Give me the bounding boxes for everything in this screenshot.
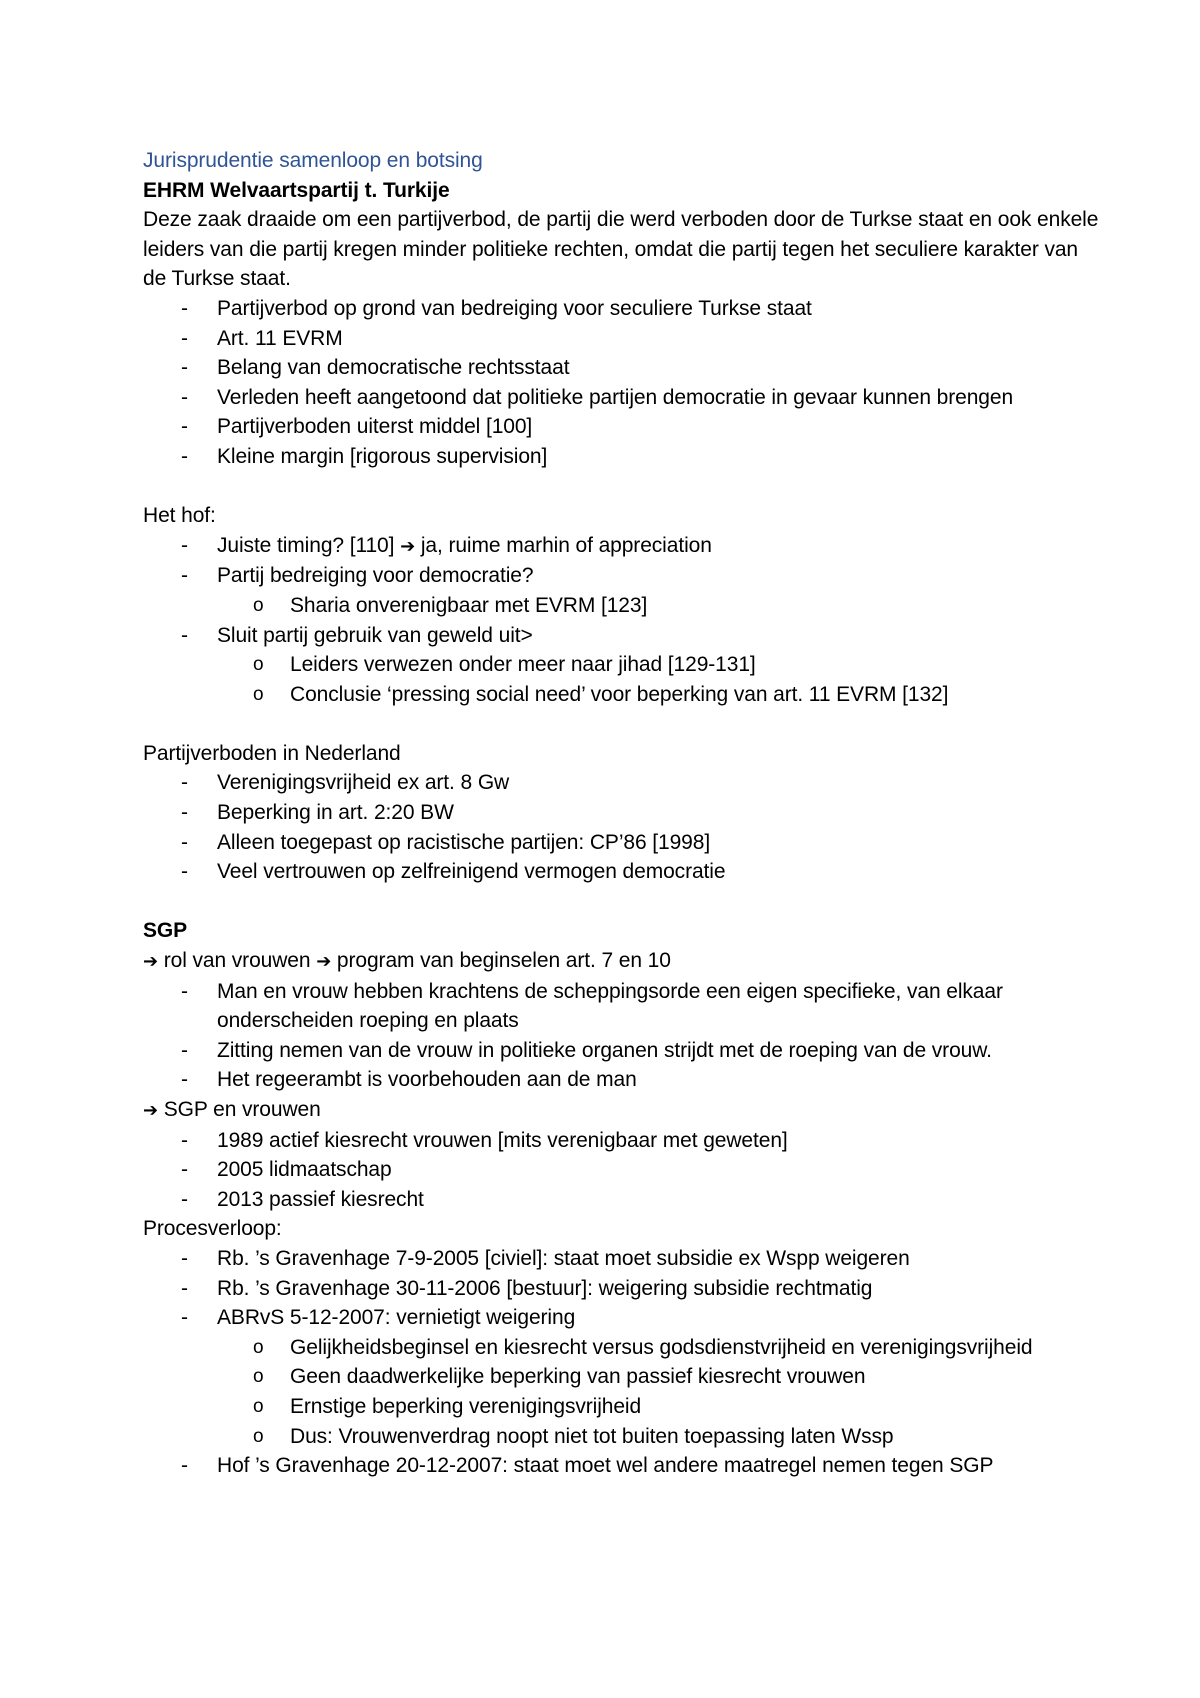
women-list (143, 1126, 1103, 1215)
list-item: - Juiste timing? [110] ➔ ja, ruime marhin of appreciation (143, 531, 1103, 562)
section-label: Partijverboden in Nederland (143, 741, 401, 765)
dash-marker: - (181, 356, 188, 380)
document-page (143, 146, 1103, 1481)
circle-bullet-icon: o (253, 1425, 264, 1447)
list-item: - Art. 11 EVRM (143, 324, 1103, 354)
dash-marker: - (181, 1276, 188, 1300)
dash-marker: - (181, 415, 188, 439)
sub-list-item: o Dus: Vrouwenverdrag noopt niet tot buiten toepassing laten Wssp (143, 1422, 1103, 1452)
dash-marker: - (181, 1038, 188, 1062)
dash-marker: - (181, 1158, 188, 1182)
list-item: - Alleen toegepast op racistische partijen: CP’86 [1998] (143, 828, 1103, 858)
arrow-icon: ➔ (316, 951, 332, 973)
list-item: - 2013 passief kiesrecht (143, 1185, 1103, 1215)
arrow-line: ➔ SGP en vrouwen (143, 1098, 321, 1121)
dash-marker: - (181, 385, 188, 409)
document-heading: Jurisprudentie samenloop en botsing (143, 149, 483, 172)
dash-marker: - (181, 326, 188, 350)
dash-marker: - (181, 296, 188, 320)
dash-marker: - (181, 801, 188, 825)
blank-line (143, 472, 1103, 502)
sub-list-item: o Leiders verwezen onder meer naar jihad [129-131] (143, 650, 1103, 680)
dash-marker: - (181, 564, 188, 588)
dash-marker: - (181, 623, 188, 647)
blank-line (143, 887, 1103, 917)
dash-marker: - (181, 444, 188, 468)
list-item: - Beperking in art. 2:20 BW (143, 798, 1103, 828)
circle-bullet-icon: o (253, 1336, 264, 1358)
list-item: - Man en vrouw hebben krachtens de scheppingsorde een eigen specifieke, van elkaar onderscheiden roeping en plaats (143, 977, 1103, 1036)
sub-list-item: o Gelijkheidsbeginsel en kiesrecht versus godsdienstvrijheid en verenigingsvrijheid (143, 1333, 1103, 1363)
arrow-icon: ➔ (143, 951, 158, 973)
list-item: - Kleine margin [rigorous supervision] (143, 442, 1103, 472)
list-item: - Partijverbod op grond van bedreiging voor seculiere Turkse staat (143, 294, 1103, 324)
arrow-line: ➔ rol van vrouwen ➔ program van beginselen art. 7 en 10 (143, 949, 671, 973)
dash-marker: - (181, 1187, 188, 1211)
nl-list (143, 768, 1103, 886)
case-bullet-list (143, 294, 1103, 472)
sub-list (217, 591, 1103, 621)
circle-bullet-icon: o (253, 1366, 264, 1388)
list-item: - ABRvS 5-12-2007: vernietigt weigering o Gelijkheidsbeginsel en kiesrecht versus godsdienstvrijheid en verenigingsvrijheid o Geen daadwerkelijke beperking van passief kiesrecht vrouwen o Ernstige beperking verenigingsvrijheid o Dus: Vrouwenverdrag noopt niet tot buiten toepassing laten Wssp (143, 1303, 1103, 1451)
list-item: - 1989 actief kiesrecht vrouwen [mits verenigbaar met geweten] (143, 1126, 1103, 1156)
list-item: - Zitting nemen van de vrouw in politieke organen strijdt met de roeping van de vrouw. (143, 1036, 1103, 1066)
dash-marker: - (181, 1454, 188, 1478)
list-item: - Het regeerambt is voorbehouden aan de man (143, 1065, 1103, 1095)
dash-marker: - (181, 1306, 188, 1330)
proces-list (143, 1244, 1103, 1481)
program-list (143, 977, 1103, 1095)
arrow-icon: ➔ (143, 1100, 158, 1121)
circle-bullet-icon: o (253, 594, 264, 616)
dash-marker: - (181, 1128, 188, 1152)
case-intro: Deze zaak draaide om een partijverbod, de partij die werd verboden door de Turkse staat en ook enkele leiders van die partij kregen minder politieke rechten, omdat die partij tegen het seculiere karakter van de Turkse staat. (143, 208, 1099, 291)
circle-bullet-icon: o (253, 683, 264, 705)
dash-marker: - (181, 1068, 188, 1092)
list-item: - Belang van democratische rechtsstaat (143, 353, 1103, 383)
list-item: - Partij bedreiging voor democratie? o Sharia onverenigbaar met EVRM [123] (143, 561, 1103, 620)
circle-bullet-icon: o (253, 654, 264, 676)
dash-marker: - (181, 771, 188, 795)
section-title: SGP (143, 919, 188, 943)
list-item: - 2005 lidmaatschap (143, 1155, 1103, 1185)
section-label: Het hof: (143, 504, 216, 528)
sub-list-item: o Conclusie ‘pressing social need’ voor beperking van art. 11 EVRM [132] (143, 680, 1103, 710)
arrow-icon: ➔ (400, 535, 416, 557)
sub-list-item: o Geen daadwerkelijke beperking van passief kiesrecht vrouwen (143, 1362, 1103, 1392)
sub-list (217, 650, 1103, 709)
sub-list-item: o Sharia onverenigbaar met EVRM [123] (143, 591, 1103, 621)
dash-marker: - (181, 533, 188, 557)
dash-marker: - (181, 1246, 188, 1270)
list-item: - Hof ’s Gravenhage 20-12-2007: staat moet wel andere maatregel nemen tegen SGP (143, 1451, 1103, 1481)
dash-marker: - (181, 979, 188, 1003)
list-item: - Verleden heeft aangetoond dat politieke partijen democratie in gevaar kunnen brengen (143, 383, 1103, 413)
list-item: - Sluit partij gebruik van geweld uit> o Leiders verwezen onder meer naar jihad [129-131] o Conclusie ‘pressing social need’ voor beperking van art. 11 EVRM [132] (143, 621, 1103, 710)
hof-list (143, 531, 1103, 710)
list-item: - Veel vertrouwen op zelfreinigend vermogen democratie (143, 857, 1103, 887)
section-label: Procesverloop: (143, 1217, 282, 1241)
list-item: - Rb. ’s Gravenhage 7-9-2005 [civiel]: staat moet subsidie ex Wspp weigeren (143, 1244, 1103, 1274)
circle-bullet-icon: o (253, 1395, 264, 1417)
sub-list-item: o Ernstige beperking verenigingsvrijheid (143, 1392, 1103, 1422)
list-item: - Verenigingsvrijheid ex art. 8 Gw (143, 768, 1103, 798)
case-title: EHRM Welvaartspartij t. Turkije (143, 178, 450, 202)
list-item: - Rb. ’s Gravenhage 30-11-2006 [bestuur]: weigering subsidie rechtmatig (143, 1274, 1103, 1304)
dash-marker: - (181, 830, 188, 854)
blank-line (143, 709, 1103, 739)
dash-marker: - (181, 860, 188, 884)
sub-list (217, 1333, 1103, 1451)
list-item: - Partijverboden uiterst middel [100] (143, 412, 1103, 442)
